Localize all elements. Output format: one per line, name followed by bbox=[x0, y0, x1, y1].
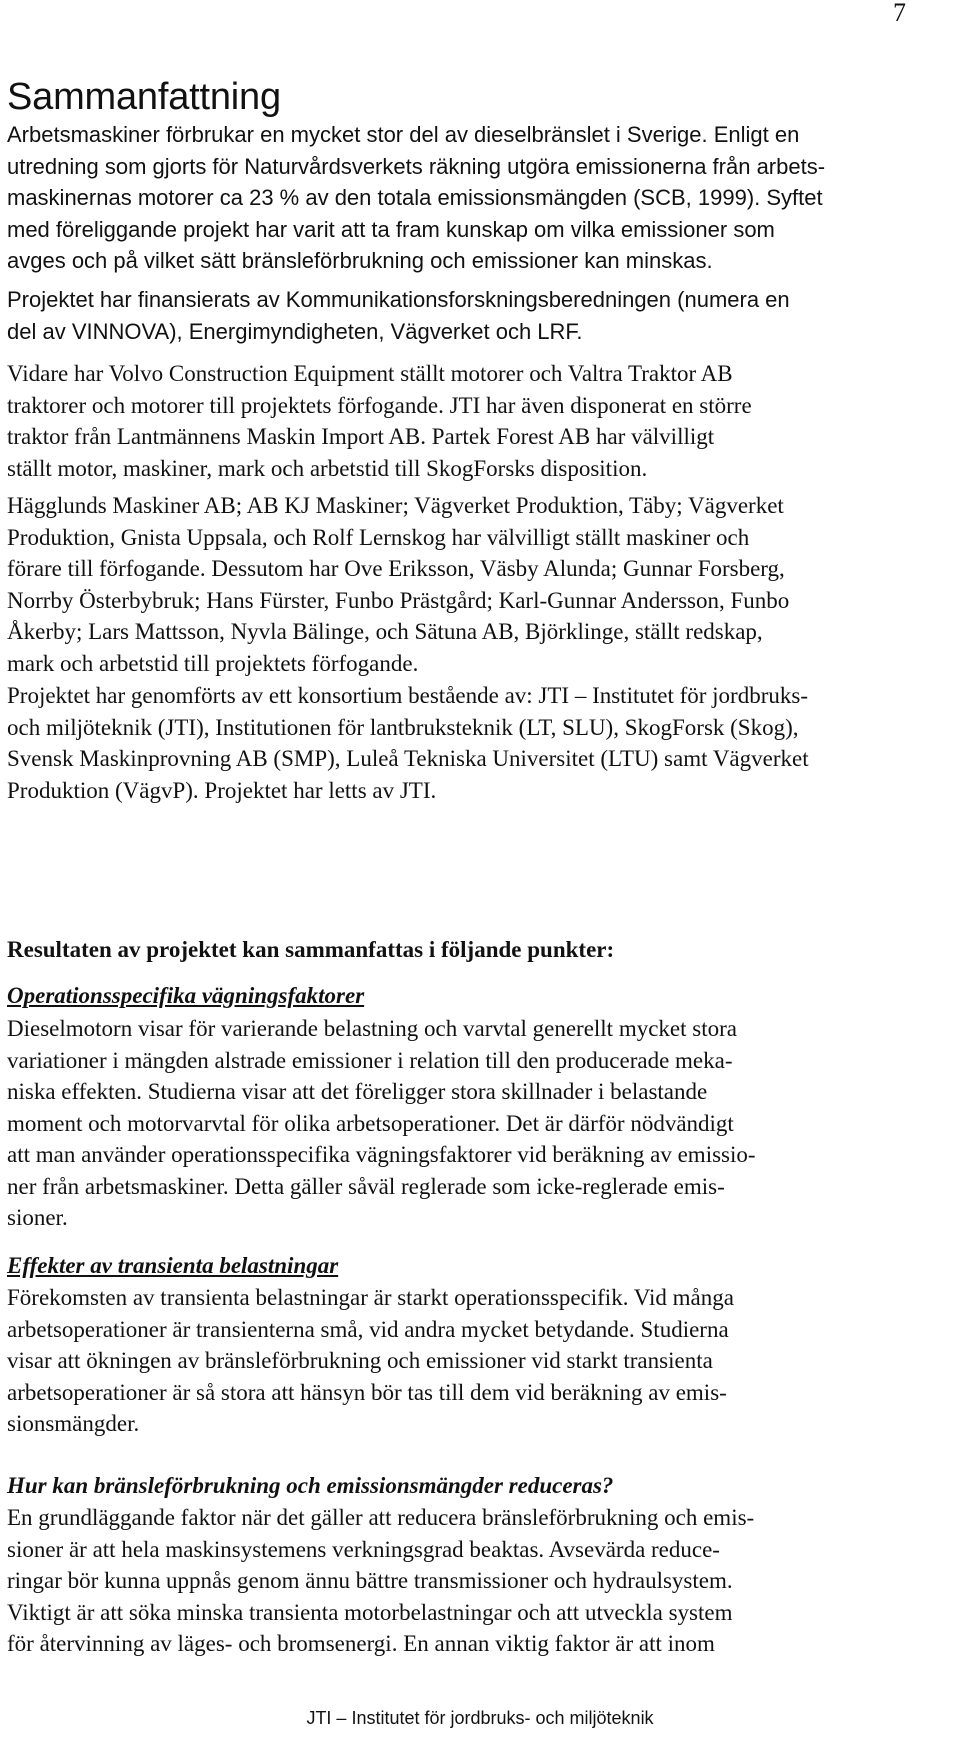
paragraph-line: sioner är att hela maskinsystemens verkningsgrad beaktas. Avsevärda reduce- bbox=[7, 1536, 720, 1562]
page-footer: JTI – Institutet för jordbruks- och miljöteknik bbox=[306, 1708, 654, 1728]
consortium-paragraph bbox=[7, 680, 907, 806]
paragraph-line: Förekomsten av transienta belastningar är starkt operationsspecifik. Vid många bbox=[7, 1285, 734, 1310]
paragraph-line: Åkerby; Lars Mattsson, Nyvla Bälinge, och Sätuna AB, Björklinge, ställt redskap, bbox=[7, 619, 763, 644]
paragraph-line: ställt motor, maskiner, mark och arbetstid till SkogForsks disposition. bbox=[7, 455, 648, 481]
results-heading: Resultaten av projektet kan sammanfattas i följande punkter: bbox=[7, 937, 615, 962]
paragraph-line: mark och arbetstid till projektets förfogande. bbox=[7, 650, 419, 676]
paragraph-line: utredning som gjorts för Naturvårdsverkets räkning utgöra emissionerna från arbets- bbox=[7, 153, 826, 179]
paragraph-line: traktorer och motorer till projektets förfogande. JTI har även disponerat en större bbox=[7, 392, 752, 418]
paragraph-line: Produktion, Gnista Uppsala, och Rolf Lernskog har välvilligt ställt maskiner och bbox=[7, 524, 750, 550]
paragraph-line: avges och på vilket sätt bränsleförbrukning och emissioner kan minskas. bbox=[7, 248, 713, 273]
paragraph-line: och miljöteknik (JTI), Institutionen för lantbruksteknik (LT, SLU), SkogForsk (Skog), bbox=[7, 714, 799, 740]
paragraph-line: Vidare har Volvo Construction Equipment ställt motorer och Valtra Traktor AB bbox=[7, 361, 733, 386]
paragraph-line: Projektet har finansierats av Kommunikationsforskningsberedningen (numera en bbox=[7, 287, 790, 312]
paragraph-line: Norrby Österbybruk; Hans Fürster, Funbo Prästgård; Karl-Gunnar Andersson, Funbo bbox=[7, 587, 790, 613]
paragraph-line: förare till förfogande. Dessutom har Ove Eriksson, Väsby Alunda; Gunnar Forsberg, bbox=[7, 556, 785, 581]
acknowledgement-paragraph-2 bbox=[7, 490, 907, 679]
intro-paragraph-2 bbox=[7, 284, 907, 347]
section-heading: Hur kan bränsleförbrukning och emissionsmängder reduceras? bbox=[7, 1473, 614, 1498]
paragraph-line: variationer i mängden alstrade emissioner i relation till den producerade meka- bbox=[7, 1047, 733, 1073]
paragraph-line: ringar bör kunna uppnås genom ännu bättre transmissioner och hydraulsystem. bbox=[7, 1568, 733, 1593]
acknowledgement-paragraph-1 bbox=[7, 358, 907, 484]
paragraph-line: Hägglunds Maskiner AB; AB KJ Maskiner; Vägverket Produktion, Täby; Vägverket bbox=[7, 493, 784, 518]
paragraph-line: Svensk Maskinprovning AB (SMP), Luleå Tekniska Universitet (LTU) samt Vägverket bbox=[7, 746, 809, 771]
section-body bbox=[7, 1502, 907, 1660]
paragraph-line: sionsmängder. bbox=[7, 1411, 140, 1436]
section-heading: Effekter av transienta belastningar bbox=[7, 1253, 339, 1278]
paragraph-line: Dieselmotorn visar för varierande belastning och varvtal generellt mycket stora bbox=[7, 1016, 737, 1041]
paragraph-line: Arbetsmaskiner förbrukar en mycket stor del av dieselbränslet i Sverige. Enligt en bbox=[7, 122, 800, 147]
paragraph-line: del av VINNOVA), Energimyndigheten, Vägverket och LRF. bbox=[7, 318, 583, 344]
paragraph-line: att man använder operationsspecifika vägningsfaktorer vid beräkning av emissio- bbox=[7, 1142, 756, 1167]
paragraph-line: Produktion (VägvP). Projektet har letts av JTI. bbox=[7, 777, 437, 803]
paragraph-line: Viktigt är att söka minska transienta motorbelastningar och att utveckla system bbox=[7, 1599, 733, 1625]
section-heading: Operationsspecifika vägningsfaktorer bbox=[7, 983, 365, 1008]
paragraph-line: traktor från Lantmännens Maskin Import AB. Partek Forest AB har välvilligt bbox=[7, 424, 715, 449]
paragraph-line: ner från arbetsmaskiner. Detta gäller såväl reglerade som icke-reglerade emis- bbox=[7, 1173, 725, 1199]
page-number: 7 bbox=[893, 0, 906, 27]
section-body bbox=[7, 1013, 907, 1234]
paragraph-line: sioner. bbox=[7, 1205, 68, 1230]
page-title: Sammanfattning bbox=[7, 76, 281, 118]
paragraph-line: maskinernas motorer ca 23 % av den totala emissionsmängden (SCB, 1999). Syftet bbox=[7, 185, 823, 210]
paragraph-line: arbetsoperationer är transienterna små, vid andra mycket betydande. Studierna bbox=[7, 1316, 729, 1342]
paragraph-line: moment och motorvarvtal för olika arbetsoperationer. Det är därför nödvändigt bbox=[7, 1110, 734, 1136]
paragraph-line: för återvinning av läges- och bromsenergi. En annan viktig faktor är att inom bbox=[7, 1631, 715, 1656]
intro-paragraph-1 bbox=[7, 119, 907, 277]
paragraph-line: med föreliggande projekt har varit att ta fram kunskap om vilka emissioner som bbox=[7, 216, 775, 242]
paragraph-line: visar att ökningen av bränsleförbrukning och emissioner vid starkt transienta bbox=[7, 1348, 713, 1373]
paragraph-line: arbetsoperationer är så stora att hänsyn bör tas till dem vid beräkning av emis- bbox=[7, 1379, 727, 1405]
paragraph-line: Projektet har genomförts av ett konsortium bestående av: JTI – Institutet för jordbruks- bbox=[7, 683, 808, 708]
paragraph-line: niska effekten. Studierna visar att det föreligger stora skillnader i belastande bbox=[7, 1079, 708, 1104]
paragraph-line: En grundläggande faktor när det gäller att reducera bränsleförbrukning och emis- bbox=[7, 1505, 755, 1530]
section-body bbox=[7, 1282, 907, 1440]
